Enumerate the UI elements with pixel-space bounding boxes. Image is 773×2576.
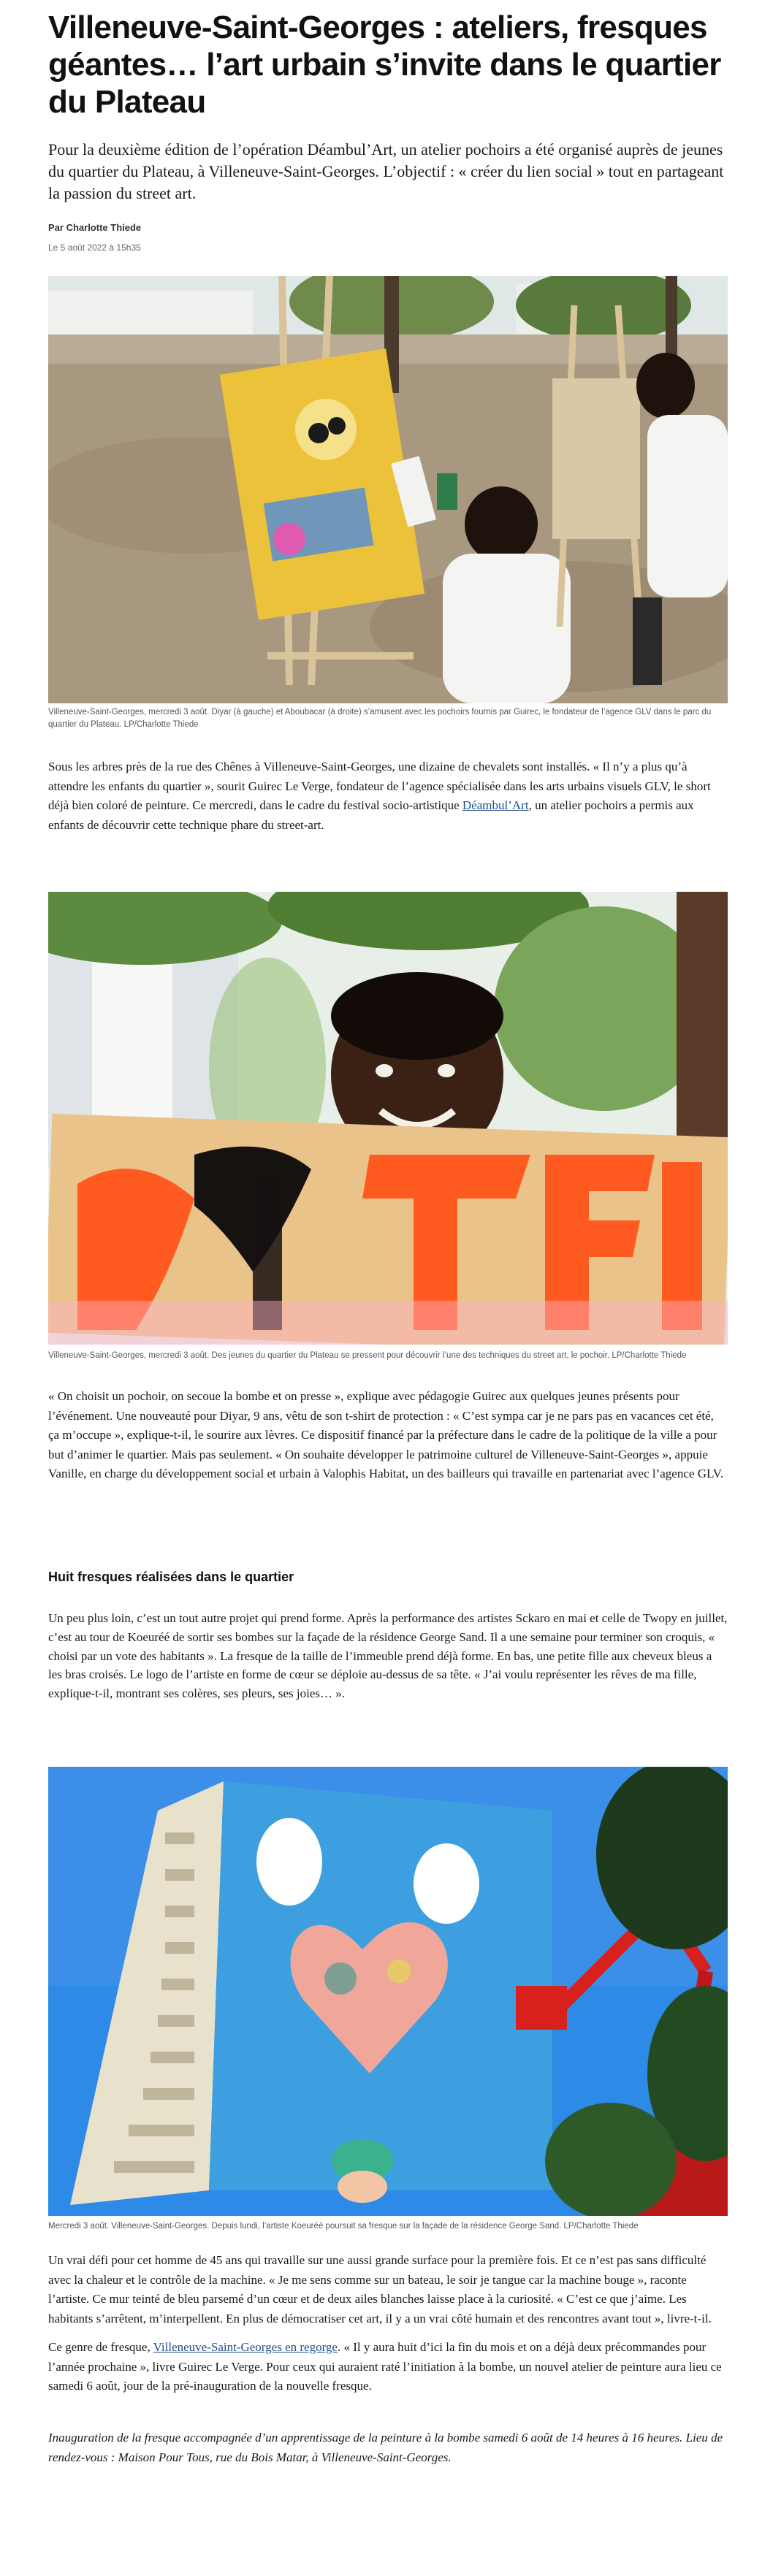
article-lede: Pour la deuxième édition de l’opération Déambul’Art, un atelier pochoirs a été organisé auprès de jeunes du quartier du Plateau, à Villeneuve-Saint-Georges. L’objectif : « créer du lien social » tout en partageant la passion du street art. — [48, 140, 724, 202]
paragraph-text: . « Il y aura huit d’ici la fin du mois et on a déjà deux précommandes pour l’année prochaine », livre Guirec Le Verge. Pour ceux qui auraient raté l’initiation à la bombe, un nouvel atelier de peinture aura lieu ce samedi 6 août, jour de la pré-inauguration de la nouvelle fresque. — [48, 2340, 722, 2393]
author-link[interactable]: Charlotte Thiede — [66, 222, 142, 233]
photo-stencil-boy-image — [48, 892, 728, 1345]
photo-caption: Mercredi 3 août. Villeneuve-Saint-Georges. Depuis lundi, l’artiste Koeuréé poursuit sa fresque sur la façade de la résidence George Sand. LP/Charlotte Thiede — [48, 2222, 639, 2231]
publish-date: Le 5 août 2022 à 15h35 — [48, 242, 141, 253]
paragraph-text: Ce genre de fresque, — [48, 2340, 153, 2354]
photo-stencil-workshop-image — [48, 276, 728, 703]
byline-prefix: Par — [48, 222, 66, 233]
vsg-link[interactable]: Villeneuve-Saint-Georges en regorge — [153, 2340, 338, 2354]
article-title: Villeneuve-Saint-Georges : ateliers, fresques géantes… l’art urbain s’invite dans le quartier du Plateau — [48, 9, 721, 120]
body-paragraph: « On choisit un pochoir, on secoue la bombe et on presse », explique avec pédagogie Guirec aux quelques jeunes présents pour l’événement. Une nouveauté pour Diyar, 9 ans, vêtu de son t-shirt de protection : « C’est sympa car je ne pars pas en vacances cet été, ça m’occupe », explique-t-il, le sourire aux lèvres. Ce dispositif financé par la préfecture dans le cadre de la politique de la ville a pour but d’animer le quartier. Mais pas seulement. « On souhaite développer le patrimoine culturel de Villeneuve-Saint-Georges », appuie Vanille, en charge du développement social et urbain à Valophis Habitat, un des bailleurs qui travaille en partenariat avec l’agence GLV. — [48, 1389, 724, 1480]
body-paragraph: Un vrai défi pour cet homme de 45 ans qui travaille sur une aussi grande surface pour la première fois. Et ce n’est pas sans difficulté avec la chaleur et le contrôle de la machine. « Je me sens comme sur un bateau, le soir je tangue car la machine bouge », raconte l’artiste. Ce mur teinté de bleu parsemé d’un cœur et de deux ailes blanches laisse place à la curiosité. « C’est ce que j’aime. Les habitants s’arrêtent, m’interpellent. En plus de démocratiser cet art, il y a un vrai côté humain et des rencontres avant tout », livre-t-il. — [48, 2253, 712, 2325]
photo-mural-facade-image — [48, 1767, 728, 2216]
photo-caption: Villeneuve-Saint-Georges, mercredi 3 août. Diyar (à gauche) et Aboubacar (à droite) s’amusent avec les pochoirs fournis par Guirec, le fondateur de l’agence GLV dans le parc du quartier du Plateau. LP/Charlotte Thiede — [48, 708, 712, 729]
body-paragraph: Un peu plus loin, c’est un tout autre projet qui prend forme. Après la performance des artistes Sckaro en mai et celle de Twopy en juillet, c’est au tour de Koeuréé de sortir ses bombes sur la façade de la résidence George Sand. Il a une semaine pour terminer son croquis, « choisi par un vote des habitants ». La fresque de la taille de l’immeuble prend déjà forme. En bas, une petite fille aux cheveux bleus a les bras croisés. Le logo de l’artiste en forme de cœur se déploie au-dessus de sa tête. « J’ai voulu représenter les rêves de ma fille, explique-t-il, montrant ses colères, ses pleurs, ses joies… ». — [48, 1611, 728, 1701]
paragraph-text: , un atelier pochoirs a permis aux enfants de découvrir cette technique phare du street-art. — [48, 798, 694, 832]
body-paragraph — [48, 2338, 728, 2396]
section-subheading: Huit fresques réalisées dans le quartier — [48, 1570, 294, 1584]
event-info: Inauguration de la fresque accompagnée d’un apprentissage de la peinture à la bombe samedi 6 août de 14 heures à 16 heures. Lieu de rendez-vous : Maison Pour Tous, rue du Bois Matar, à Villeneuve-Saint-Georges. — [48, 2431, 723, 2464]
photo-caption: Villeneuve-Saint-Georges, mercredi 3 août. Des jeunes du quartier du Plateau se pressent pour découvrir l’une des techniques du street art, le pochoir. LP/Charlotte Thiede — [48, 1351, 687, 1360]
deambulart-link[interactable]: Déambul’Art — [462, 798, 529, 812]
photo-mural-facade[interactable] — [48, 1767, 728, 2216]
photo-stencil-boy[interactable] — [48, 892, 728, 1345]
paragraph-text: Sous les arbres près de la rue des Chênes à Villeneuve-Saint-Georges, une dizaine de chevalets sont installés. « Il n’y a plus qu’à attendre les enfants du quartier », sourit Guirec Le Verge, fondateur de l’agence spécialisée dans les arts urbains visuels GLV, le short déjà bien coloré de peinture. Ce mercredi, dans le cadre du festival socio-artistique — [48, 760, 711, 812]
photo-stencil-workshop[interactable] — [48, 276, 728, 703]
body-paragraph — [48, 757, 728, 835]
byline — [48, 222, 141, 233]
